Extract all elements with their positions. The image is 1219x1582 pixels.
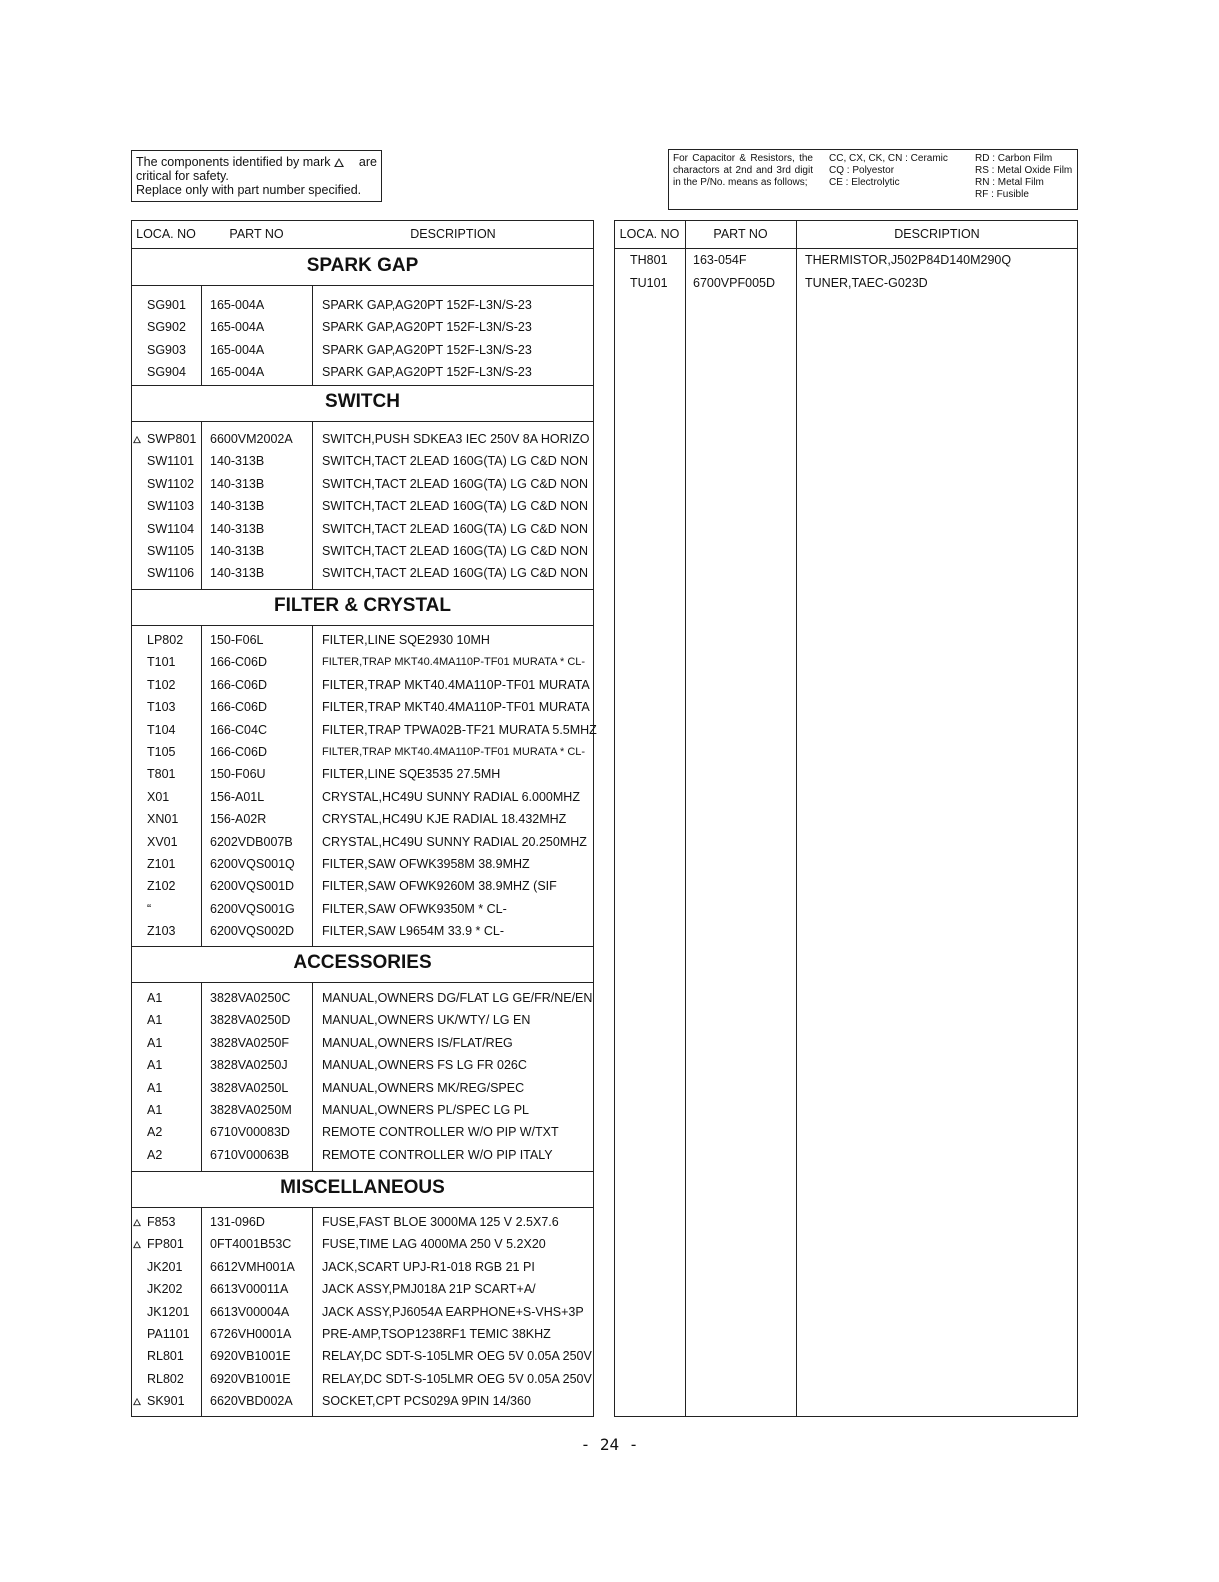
description-cell: THERMISTOR,J502P84D140M290Q: [805, 253, 1012, 267]
part-no-cell: 166-C04C: [210, 723, 267, 737]
table-row: [131, 1032, 513, 1054]
warning-triangle-icon: [133, 1398, 141, 1405]
description-cell: SPARK GAP,AG20PT 152F-L3N/S-23: [322, 365, 532, 379]
part-no-cell: 140-313B: [210, 566, 265, 580]
part-no-cell: 0FT4001B53C: [210, 1237, 292, 1251]
part-no-cell: 6612VMH001A: [210, 1260, 295, 1274]
table-row: [131, 1278, 536, 1300]
description-cell: FUSE,FAST BLOE 3000MA 125 V 2.5X7.6: [322, 1215, 559, 1229]
part-no-cell: 6200VQS001Q: [210, 857, 295, 871]
table-row: [131, 1144, 553, 1166]
description-cell: SWITCH,TACT 2LEAD 160G(TA) LG C&D NON: [322, 522, 589, 536]
part-no-cell: 156-A01L: [210, 790, 265, 804]
description-cell: SWITCH,TACT 2LEAD 160G(TA) LG C&D NON: [322, 566, 589, 580]
table-row: [131, 1368, 592, 1390]
part-no-cell: 3828VA0250F: [210, 1036, 289, 1050]
part-no-cell: 140-313B: [210, 499, 265, 513]
table-row: [131, 1256, 535, 1278]
safety-note-line3: Replace only with part number specified.: [136, 183, 362, 197]
description-cell: FILTER,LINE SQE2930 10MH: [322, 633, 490, 647]
part-no-cell: 3828VA0250M: [210, 1103, 292, 1117]
loca-no-cell: T105: [147, 745, 176, 759]
description-cell: CRYSTAL,HC49U KJE RADIAL 18.432MHZ: [322, 812, 567, 826]
table-row: [131, 987, 592, 1009]
loca-no-cell: F853: [131, 1211, 201, 1233]
table-row: [131, 741, 585, 763]
loca-no-cell: SW1101: [147, 454, 195, 468]
loca-no-cell: JK202: [147, 1282, 183, 1296]
description-cell: SWITCH,TACT 2LEAD 160G(TA) LG C&D NON: [322, 454, 589, 468]
table-row: [131, 1233, 546, 1255]
description-cell: SWITCH,TACT 2LEAD 160G(TA) LG C&D NON: [322, 477, 589, 491]
table-row: [131, 562, 588, 584]
description-cell: MANUAL,OWNERS DG/FLAT LG GE/FR/NE/EN: [322, 991, 593, 1005]
loca-no-cell: SG904: [147, 365, 186, 379]
description-cell: REMOTE CONTROLLER W/O PIP W/TXT: [322, 1125, 559, 1139]
table-row: [131, 875, 557, 897]
part-no-cell: 6200VQS001G: [210, 902, 295, 916]
description-cell: CRYSTAL,HC49U SUNNY RADIAL 20.250MHZ: [322, 835, 587, 849]
loca-no-cell: T104: [147, 723, 176, 737]
table-row: [131, 1390, 531, 1412]
part-no-cell: 166-C06D: [210, 745, 267, 759]
loca-no-cell: SW1102: [147, 477, 195, 491]
description-cell: SWITCH,PUSH SDKEA3 IEC 250V 8A HORIZO: [322, 432, 590, 446]
table-row: [131, 473, 588, 495]
table-row: [131, 294, 532, 316]
description-cell: SOCKET,CPT PCS029A 9PIN 14/360: [322, 1394, 531, 1408]
part-no-cell: 3828VA0250D: [210, 1013, 291, 1027]
section-title: SWITCH: [325, 391, 400, 412]
table-row: [131, 1077, 524, 1099]
table-row: [131, 651, 585, 673]
part-no-cell: 6200VQS002D: [210, 924, 295, 938]
table-row: [131, 1323, 551, 1345]
loca-no-cell: SG902: [147, 320, 186, 334]
table-row: [131, 428, 589, 450]
description-cell: MANUAL,OWNERS UK/WTY/ LG EN: [322, 1013, 531, 1027]
table-row: [131, 853, 530, 875]
loca-no-cell: XV01: [147, 835, 178, 849]
description-cell: SPARK GAP,AG20PT 152F-L3N/S-23: [322, 320, 532, 334]
description-cell: TUNER,TAEC-G023D: [805, 276, 928, 290]
loca-no-cell: A2: [147, 1125, 163, 1139]
section-title: MISCELLANEOUS: [280, 1177, 445, 1198]
loca-no-cell: X01: [147, 790, 170, 804]
part-no-cell: 156-A02R: [210, 812, 267, 826]
part-no-cell: 140-313B: [210, 544, 265, 558]
table-row: [131, 786, 580, 808]
part-no-cell: 6920VB1001E: [210, 1349, 291, 1363]
table-row: [131, 540, 588, 562]
loca-no-cell: Z102: [147, 879, 176, 893]
loca-no-cell: T102: [147, 678, 176, 692]
table-row: [131, 920, 504, 942]
table-row: [131, 1099, 529, 1121]
table-row: [131, 808, 566, 830]
legend-resistors: [973, 153, 1072, 206]
part-no-cell: 3828VA0250L: [210, 1081, 289, 1095]
table-row: [131, 1054, 527, 1076]
loca-no-cell: T103: [147, 700, 176, 714]
table-row: [131, 831, 587, 853]
loca-no-cell: SWP801: [131, 428, 201, 450]
part-no-cell: 166-C06D: [210, 700, 267, 714]
right-col-divider: [796, 220, 797, 1417]
table-row: [131, 1009, 530, 1031]
header-part-no: PART NO: [229, 227, 284, 241]
legend-item: CQ : Polyestor: [829, 165, 895, 176]
part-no-cell: 165-004A: [210, 343, 265, 357]
header-description: DESCRIPTION: [894, 227, 980, 241]
description-cell: JACK,SCART UPJ-R1-018 RGB 21 PI: [322, 1260, 535, 1274]
loca-no-cell: A2: [147, 1148, 163, 1162]
table-row: [131, 1301, 584, 1323]
part-no-cell: 6710V00083D: [210, 1125, 290, 1139]
right-col-divider: [685, 220, 686, 1417]
part-no-cell: 140-313B: [210, 454, 265, 468]
part-no-cell: 165-004A: [210, 365, 265, 379]
resistor-capacitor-legend: [668, 149, 1078, 210]
description-cell: FILTER,TRAP MKT40.4MA110P-TF01 MURATA * CL-: [322, 656, 586, 668]
table-row: [131, 518, 588, 540]
table-row: [131, 696, 590, 718]
table-row: [131, 629, 490, 651]
description-cell: FILTER,TRAP MKT40.4MA110P-TF01 MURATA * CL-: [322, 746, 586, 758]
table-row: [131, 361, 532, 383]
description-cell: JACK ASSY,PMJ018A 21P SCART+A/: [322, 1282, 536, 1296]
warning-triangle-icon: [133, 1241, 141, 1248]
part-no-cell: 6700VPF005D: [693, 276, 776, 290]
description-cell: FILTER,SAW OFWK9260M 38.9MHZ (SIF: [322, 879, 557, 893]
part-no-cell: 6600VM2002A: [210, 432, 293, 446]
part-no-cell: 131-096D: [210, 1215, 265, 1229]
legend-intro: For Capacitor & Resistors, the charactors at 2nd and 3rd digit in the P/No. means as follows;: [673, 153, 813, 188]
part-no-cell: 6726VH0001A: [210, 1327, 292, 1341]
part-no-cell: 6620VBD002A: [210, 1394, 293, 1408]
part-no-cell: 150-F06U: [210, 767, 266, 781]
warning-triangle-icon: [133, 1219, 141, 1226]
part-no-cell: 150-F06L: [210, 633, 264, 647]
loca-no-cell: T801: [147, 767, 176, 781]
part-no-cell: 166-C06D: [210, 678, 267, 692]
safety-note-line1: The components identified by mark: [136, 155, 331, 169]
description-cell: MANUAL,OWNERS FS LG FR 026C: [322, 1058, 527, 1072]
loca-no-cell: A1: [147, 1081, 163, 1095]
loca-no-cell: SG901: [147, 298, 186, 312]
table-row: [131, 495, 588, 517]
description-cell: FILTER,LINE SQE3535 27.5MH: [322, 767, 501, 781]
description-cell: FILTER,SAW OFWK9350M * CL-: [322, 902, 507, 916]
loca-no-cell: SG903: [147, 343, 186, 357]
loca-no-cell: FP801: [131, 1233, 201, 1255]
table-row: [614, 249, 1011, 271]
header-part-no: PART NO: [713, 227, 768, 241]
loca-no-cell: LP802: [147, 633, 184, 647]
legend-item: RS : Metal Oxide Film: [975, 165, 1073, 176]
description-cell: PRE-AMP,TSOP1238RF1 TEMIC 38KHZ: [322, 1327, 551, 1341]
legend-item: RD : Carbon Film: [975, 153, 1053, 164]
part-no-cell: 165-004A: [210, 320, 265, 334]
part-no-cell: 6613V00011A: [210, 1282, 289, 1296]
loca-no-cell: JK201: [147, 1260, 183, 1274]
description-cell: REMOTE CONTROLLER W/O PIP ITALY: [322, 1148, 553, 1162]
warning-triangle-icon: [133, 436, 141, 443]
legend-item: RF : Fusible: [975, 189, 1029, 200]
description-cell: SPARK GAP,AG20PT 152F-L3N/S-23: [322, 298, 532, 312]
description-cell: SWITCH,TACT 2LEAD 160G(TA) LG C&D NON: [322, 499, 589, 513]
right-table-header: [614, 220, 1078, 248]
loca-no-cell: Z101: [147, 857, 176, 871]
table-row: [131, 763, 500, 785]
legend-item: CC, CX, CK, CN : Ceramic: [829, 153, 948, 164]
description-cell: FILTER,TRAP MKT40.4MA110P-TF01 MURATA: [322, 700, 590, 714]
description-cell: FUSE,TIME LAG 4000MA 250 V 5.2X20: [322, 1237, 546, 1251]
table-row: [131, 1345, 592, 1367]
table-row: [131, 898, 507, 920]
table-row: [131, 1211, 559, 1233]
description-cell: SPARK GAP,AG20PT 152F-L3N/S-23: [322, 343, 532, 357]
safety-note: [131, 150, 382, 202]
part-no-cell: 6613V00004A: [210, 1305, 290, 1319]
part-no-cell: 163-054F: [693, 253, 747, 267]
loca-no-cell: TH801: [630, 253, 668, 267]
loca-no-cell: A1: [147, 1058, 163, 1072]
left-table-header: [131, 220, 594, 248]
safety-note-line1-end: are: [358, 155, 377, 169]
description-cell: FILTER,TRAP MKT40.4MA110P-TF01 MURATA: [322, 678, 590, 692]
loca-no-cell: TU101: [630, 276, 668, 290]
header-loca-no: LOCA. NO: [619, 227, 680, 241]
loca-no-cell: A1: [147, 991, 163, 1005]
description-cell: SWITCH,TACT 2LEAD 160G(TA) LG C&D NON: [322, 544, 589, 558]
loca-no-cell: Z103: [147, 924, 176, 938]
part-no-cell: 166-C06D: [210, 655, 267, 669]
page-number: - 24 -: [580, 1435, 639, 1454]
safety-note-line2: critical for safety.: [136, 169, 229, 183]
section-title: ACCESSORIES: [293, 952, 432, 973]
description-cell: JACK ASSY,PJ6054A EARPHONE+S-VHS+3P: [322, 1305, 584, 1319]
description-cell: FILTER,SAW OFWK3958M 38.9MHZ: [322, 857, 530, 871]
part-no-cell: 3828VA0250J: [210, 1058, 288, 1072]
description-cell: RELAY,DC SDT-S-105LMR OEG 5V 0.05A 250V: [322, 1372, 592, 1386]
loca-no-cell: PA1101: [147, 1327, 190, 1341]
description-cell: MANUAL,OWNERS MK/REG/SPEC: [322, 1081, 525, 1095]
legend-capacitors: [813, 153, 973, 206]
loca-no-cell: A1: [147, 1013, 163, 1027]
warning-triangle-icon: [334, 158, 344, 167]
description-cell: CRYSTAL,HC49U SUNNY RADIAL 6.000MHZ: [322, 790, 580, 804]
section-title: FILTER & CRYSTAL: [274, 595, 451, 616]
part-no-cell: 6200VQS001D: [210, 879, 295, 893]
loca-no-cell: XN01: [147, 812, 179, 826]
section-title: SPARK GAP: [306, 255, 419, 276]
loca-no-cell: A1: [147, 1103, 163, 1117]
loca-no-cell: “: [147, 902, 152, 916]
part-no-cell: 6202VDB007B: [210, 835, 293, 849]
table-row: [131, 316, 532, 338]
description-cell: MANUAL,OWNERS PL/SPEC LG PL: [322, 1103, 530, 1117]
part-no-cell: 6710V00063B: [210, 1148, 290, 1162]
part-no-cell: 6920VB1001E: [210, 1372, 291, 1386]
loca-no-cell: SW1106: [147, 566, 195, 580]
loca-no-cell: JK1201: [147, 1305, 190, 1319]
table-row: [131, 1121, 559, 1143]
table-row: [131, 674, 590, 696]
table-row: [131, 719, 597, 741]
description-cell: RELAY,DC SDT-S-105LMR OEG 5V 0.05A 250V: [322, 1349, 592, 1363]
part-no-cell: 165-004A: [210, 298, 265, 312]
part-no-cell: 140-313B: [210, 477, 265, 491]
legend-item: CE : Electrolytic: [829, 177, 900, 188]
description-cell: FILTER,SAW L9654M 33.9 * CL-: [322, 924, 505, 938]
legend-item: RN : Metal Film: [975, 177, 1044, 188]
header-description: DESCRIPTION: [410, 227, 496, 241]
loca-no-cell: T101: [147, 655, 176, 669]
table-row: [131, 450, 588, 472]
right-parts-table: [614, 220, 1078, 1417]
description-cell: FILTER,TRAP TPWA02B-TF21 MURATA 5.5MHZ: [322, 723, 597, 737]
loca-no-cell: RL802: [147, 1372, 184, 1386]
table-row: [131, 339, 532, 361]
part-no-cell: 3828VA0250C: [210, 991, 291, 1005]
loca-no-cell: RL801: [147, 1349, 184, 1363]
description-cell: MANUAL,OWNERS IS/FLAT/REG: [322, 1036, 513, 1050]
loca-no-cell: SW1104: [147, 522, 195, 536]
loca-no-cell: SK901: [131, 1390, 201, 1412]
loca-no-cell: A1: [147, 1036, 163, 1050]
header-loca-no: LOCA. NO: [136, 227, 196, 241]
table-row: [614, 272, 928, 294]
loca-no-cell: SW1103: [147, 499, 195, 513]
loca-no-cell: SW1105: [147, 544, 195, 558]
part-no-cell: 140-313B: [210, 522, 265, 536]
